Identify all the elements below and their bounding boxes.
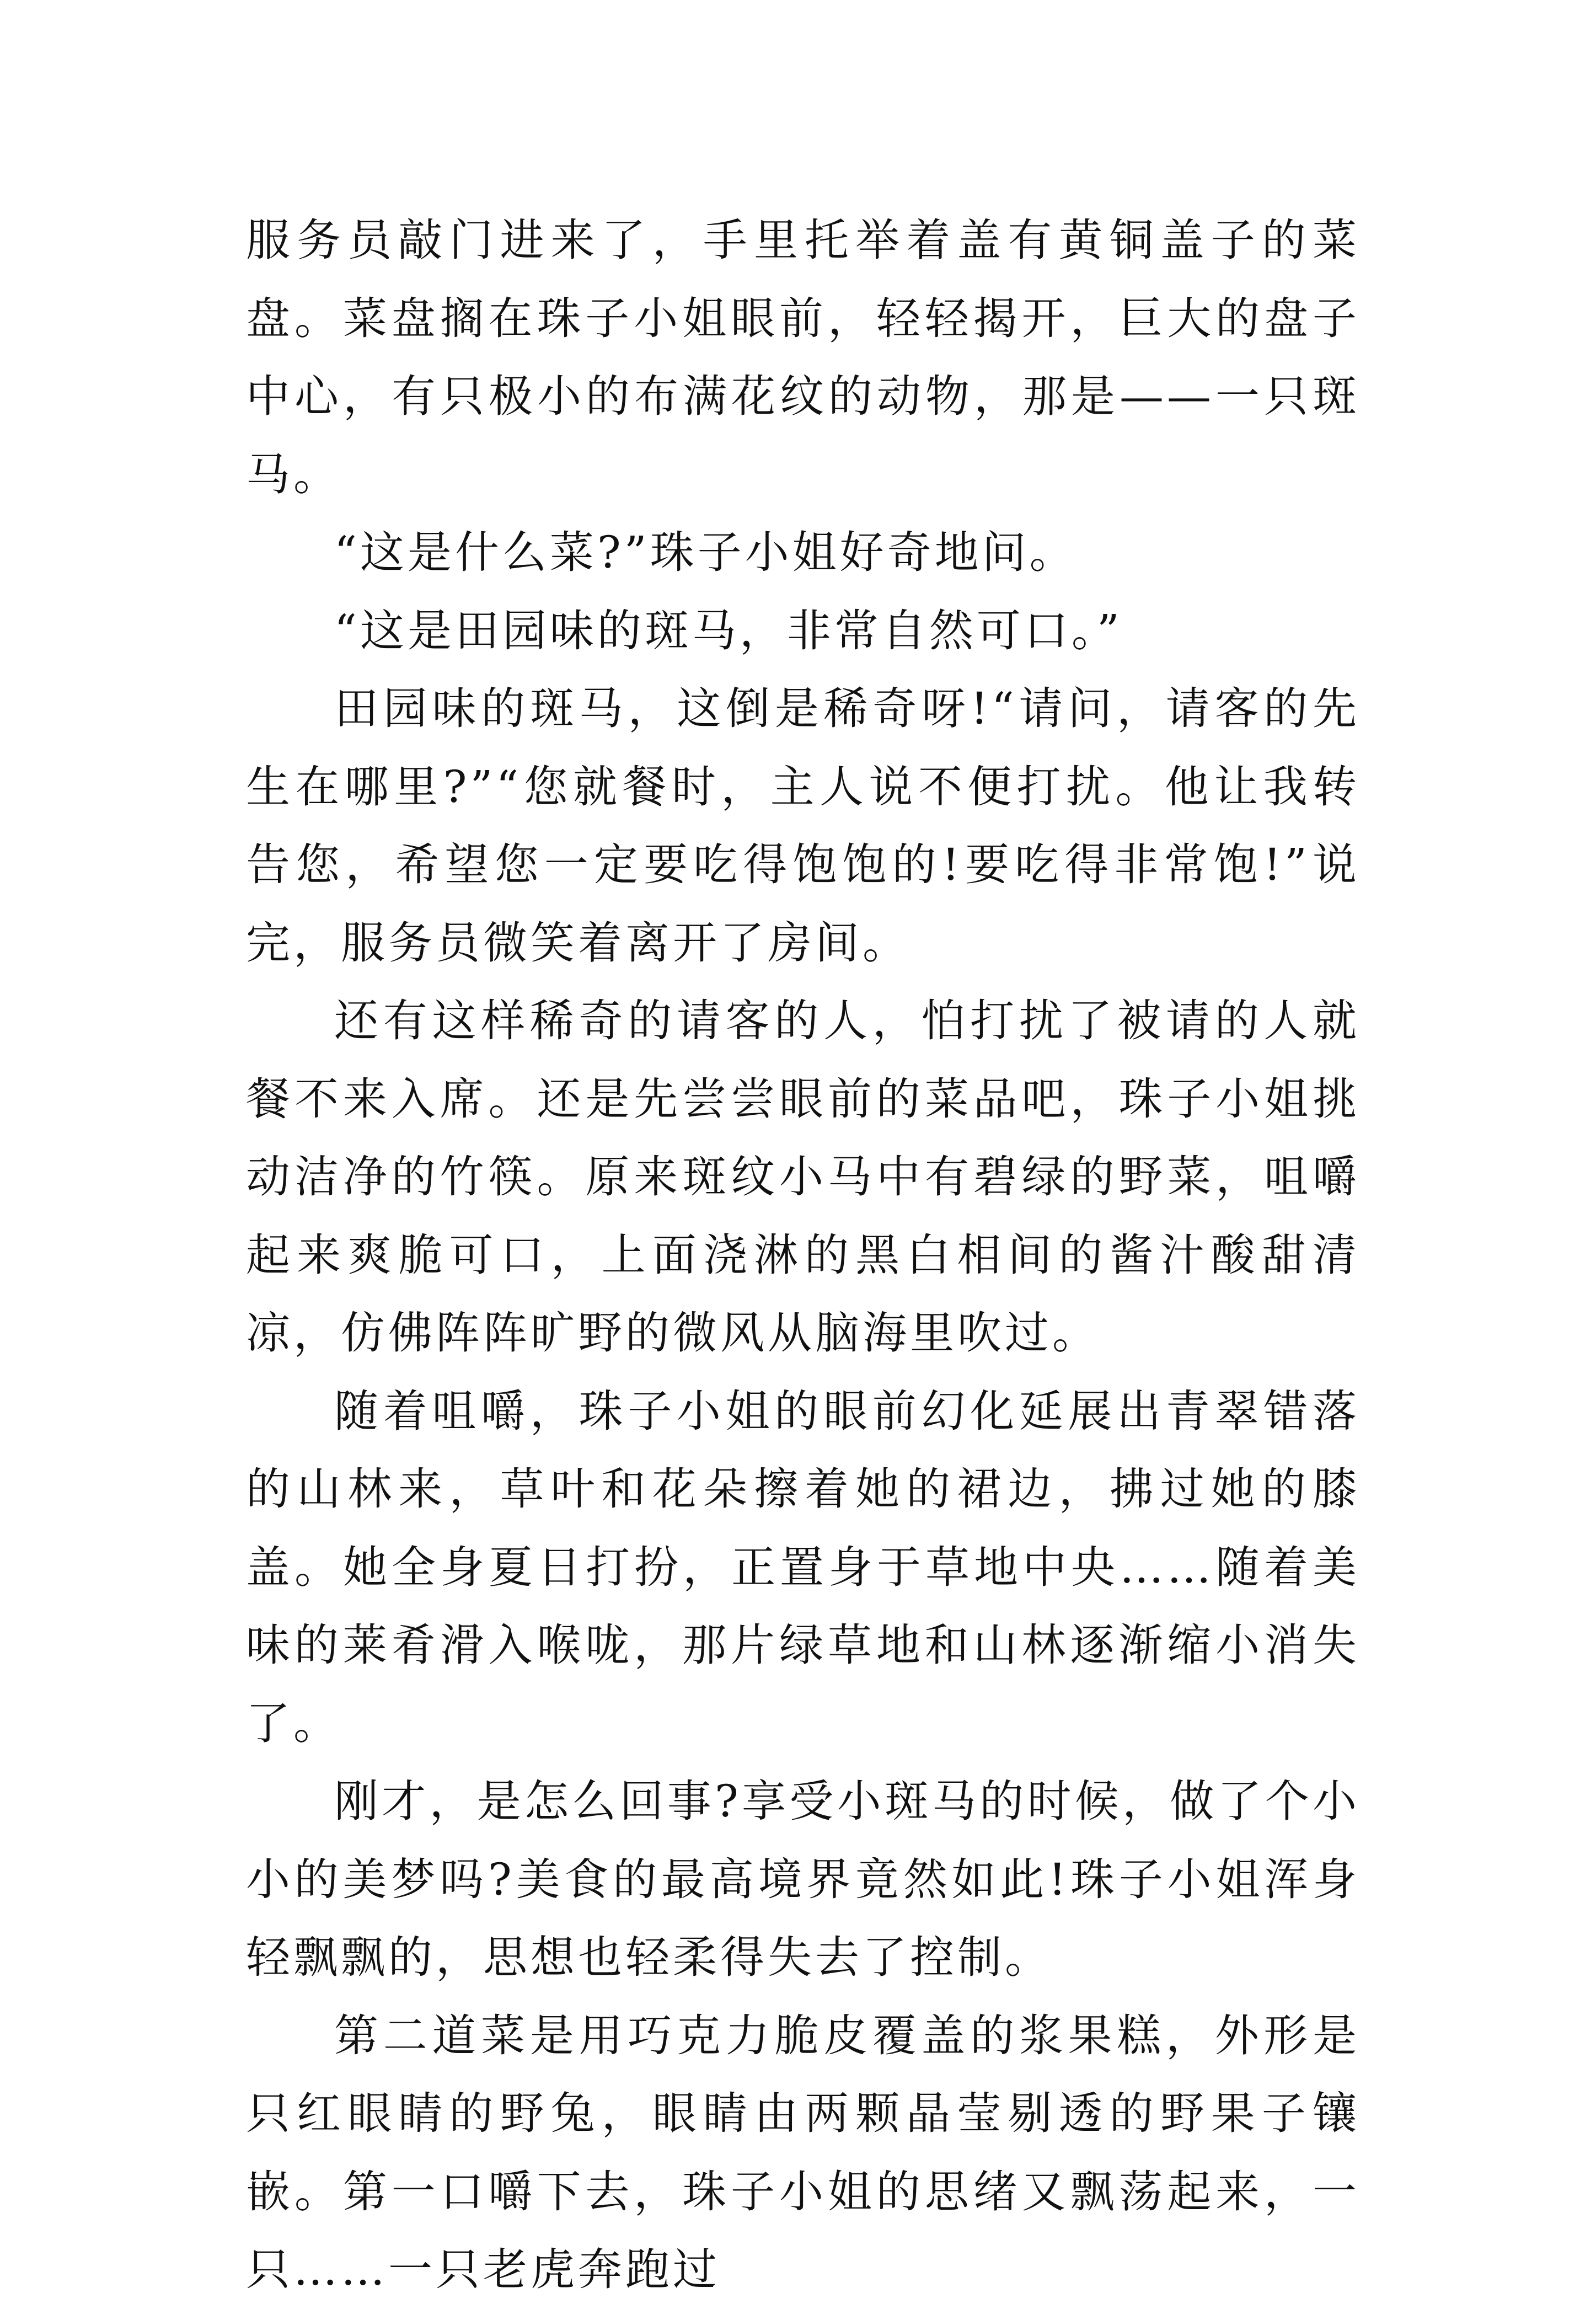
paragraph-2: “这是什么菜?”珠子小姐好奇地问。 (334, 527, 1077, 578)
paragraph-3: “这是田园味的斑马，非常自然可口。” (334, 605, 1123, 656)
paragraph-1: 服务员敲门进来了，手里托举着盖有黄铜盖子的菜盘。菜盘搁在珠子小姐眼前，轻轻揭开，巨大的盘子中心，有只极小的布满花纹的动物，那是——一只斑马。 (246, 215, 1360, 500)
paragraph-7: 刚才，是怎么回事?享受小斑马的时候，做了个小小的美梦吗?美食的最高境界竟然如此!珠子小姐浑身轻飘飘的，思想也轻柔得失去了控制。 (246, 1776, 1360, 1983)
paragraph-6: 随着咀嚼，珠子小姐的眼前幻化延展出青翠错落的山林来，草叶和花朵擦着她的裙边，拂过她的膝盖。她全身夏日打扮，正置身于草地中央……随着美味的莱肴滑入喉咙，那片绿草地和山林逐渐缩小消失了。 (246, 1385, 1360, 1749)
paragraph-5: 还有这样稀奇的请客的人，怕打扰了被请的人就餐不来入席。还是先尝尝眼前的菜品吧，珠子小姐挑动洁净的竹筷。原来斑纹小马中有碧绿的野菜，咀嚼起来爽脆可口，上面浇淋的黑白相间的酱汁酸甜清凉，仿佛阵阵旷野的微风从脑海里吹过。 (246, 995, 1360, 1359)
story-text (246, 201, 1360, 2309)
paragraph-8: 第二道菜是用巧克力脆皮覆盖的浆果糕，外形是只红眼睛的野兔，眼睛由两颗晶莹剔透的野果子镶嵌。第一口嚼下去，珠子小姐的思绪又飘荡起来，一只……一只老虎奔跑过 (246, 2009, 1360, 2295)
paragraph-4: 田园味的斑马，这倒是稀奇呀!“请问，请客的先生在哪里?”“您就餐时，主人说不便打扰。他让我转告您，希望您一定要吃得饱饱的!要吃得非常饱!”说完，服务员微笑着离开了房间。 (246, 683, 1360, 969)
